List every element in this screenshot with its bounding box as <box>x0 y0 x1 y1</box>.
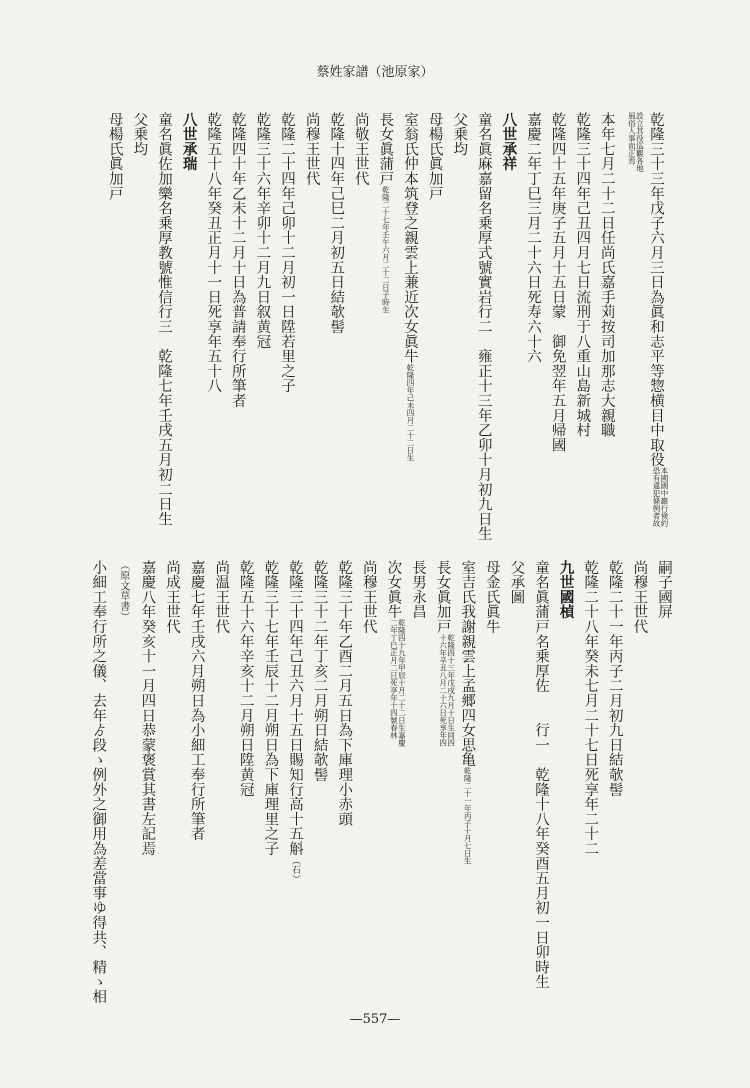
interlinear-note <box>439 634 455 747</box>
register-line <box>410 560 426 619</box>
note-line: 恐有違犯條例者故 <box>652 467 661 528</box>
register-line <box>90 560 106 1004</box>
register-line <box>656 560 672 619</box>
generation-heading <box>500 112 516 171</box>
register-line <box>508 560 524 604</box>
register-line <box>451 112 467 156</box>
register-line <box>599 112 615 438</box>
note-line: 二年丁巳正月二日死享年十四號春林 <box>389 619 399 740</box>
line-text: 尚敬王世代 <box>352 112 369 186</box>
register-line <box>213 560 229 634</box>
register-line <box>336 560 352 826</box>
register-line <box>377 112 393 314</box>
register-line <box>402 112 418 461</box>
note-line: 設立其役巡觀各地 <box>635 112 645 172</box>
line-text: 嘉慶七年壬戌六月朔日為小細工奉行所筆者 <box>188 560 205 842</box>
line-text: 尚穆王世代 <box>303 112 320 186</box>
note-line: 乾隆四十三年戊戌九月十日生同四 <box>446 634 456 747</box>
register-line <box>476 112 492 541</box>
line-text: 母楊氏眞加戸 <box>106 112 123 201</box>
interlinear-note <box>406 364 414 462</box>
register-line <box>304 112 320 186</box>
register-line <box>533 560 549 989</box>
register-line <box>607 560 623 797</box>
line-text: 乾隆三十四年己丑四月七日流刑于八重山島新城村 <box>574 112 591 438</box>
register-line <box>238 560 254 797</box>
register-line <box>279 112 295 393</box>
note-line: 乾隆四十九年甲辰十月二十二日生嘉慶 <box>397 619 407 747</box>
line-text: 八世承瑞 <box>180 112 198 172</box>
register-line <box>427 112 443 201</box>
line-text: 次女眞牛 <box>385 560 402 620</box>
register-line <box>230 112 246 408</box>
line-text: 乾隆四十年乙未十二月十日為普請奉行所筆者 <box>229 112 246 408</box>
line-text: 乾隆十四年己巳二月初五日結欹髻 <box>328 112 345 334</box>
register-line <box>164 560 180 634</box>
register-line <box>262 560 278 856</box>
interlinear-note <box>389 619 405 747</box>
note-line: 十六年辛丑八月二十六日死享年四 <box>438 634 448 747</box>
line-text: 父承圖 <box>508 560 525 605</box>
register-line <box>361 560 377 634</box>
interlinear-note <box>463 767 471 865</box>
note-line: 乾隆四年己未四月二十二日生 <box>406 363 415 462</box>
register-line <box>353 112 369 186</box>
line-text: 室吉氏我謝親雲上孟郷四女思亀 <box>459 560 476 768</box>
line-text: 童名眞麻嘉留名乗厚式號實岩行二 雍正十三年乙卯十月初九日生 <box>475 112 492 542</box>
line-text: 母楊氏眞加戸 <box>426 112 443 201</box>
line-text: 嗣子國屏 <box>656 560 672 620</box>
line-text: 長男永昌 <box>410 560 426 620</box>
line-text: 長女眞加戸 <box>434 560 451 634</box>
note-line: 乾隆二十七年壬午六月二十二日子時生 <box>381 186 391 314</box>
line-text: 童名眞蒲戸名乗厚佐 行一 乾隆十八年癸酉五月初一日卯時生 <box>533 560 549 990</box>
line-text: 尚穆王世代 <box>360 560 377 634</box>
register-line <box>254 112 270 349</box>
line-text: 乾隆五十八年癸丑正月十一日死享年五十八 <box>205 112 222 394</box>
line-text: 九世國楨 <box>557 560 575 620</box>
line-text: 本年七月二十二日任尚氏嘉手苅按司加那志大親職 <box>598 112 615 438</box>
register-line <box>115 560 131 622</box>
line-text: 嘉慶八年癸亥十一月四日恭蒙褒賞其書左記焉 <box>139 560 156 856</box>
line-text: 乾隆四十五年庚子五月十五日蒙 御免翌年五月帰國 <box>549 112 566 453</box>
line-text: 乾隆二十八年癸未七月二十七日死享年二十二 <box>582 560 599 856</box>
register-line <box>623 112 643 172</box>
line-text: （原文草書） <box>117 560 129 622</box>
register-line <box>385 560 405 747</box>
line-text: 尚成王世代 <box>164 560 180 634</box>
line-text: 八世承祥 <box>500 112 518 172</box>
line-text: 小細工奉行所之儀、去年ゟ段ゝ例外之御用為差當事ゆ得共、精ゝ相 <box>90 560 107 1004</box>
page-number: —557— <box>349 1012 401 1027</box>
register-line <box>525 112 541 364</box>
line-text: 室翁氏仲本筑登之親雲上兼近次女眞牛 <box>402 112 418 364</box>
register-line <box>328 112 344 334</box>
register-line <box>648 112 668 527</box>
register-line <box>156 112 172 526</box>
line-text: 乾隆三十七年壬辰十二月朔日為下庫理里之子 <box>262 560 279 856</box>
register-line <box>484 560 500 634</box>
line-text: 乾隆三十年乙酉二月五日為下庫理小赤頭 <box>336 560 353 827</box>
register-line <box>107 112 123 201</box>
line-text: 乾隆二十四年己卯十二月初一日陞若里之子 <box>279 112 295 394</box>
line-text: 乾隆二十一年丙子二月初九日結欹髻 <box>606 560 623 797</box>
line-text: 乾隆三十六年辛卯十二月九日叙黄冠 <box>254 112 271 349</box>
note-line: 風俗人事而正焉 <box>627 112 637 165</box>
note-line: 乾隆二十一年丙子十月七日生 <box>463 767 473 865</box>
interlinear-note <box>627 112 643 172</box>
note-line: 本國國中巖行倹約 <box>660 467 669 528</box>
line-text: 父乗均 <box>451 112 468 157</box>
interlinear-note <box>652 467 668 527</box>
register-line <box>582 560 598 856</box>
line-text: 乾隆五十六年辛亥十二月朔日陞黄冠 <box>237 560 254 797</box>
register-line <box>435 560 455 747</box>
line-text: 長女眞蒲戸 <box>377 112 394 186</box>
bracket-note: （石） <box>290 856 300 884</box>
register-line <box>631 560 647 634</box>
line-text: 母金氏眞牛 <box>483 560 500 634</box>
register-line <box>189 560 205 841</box>
register-line <box>550 112 566 452</box>
register-line <box>205 112 221 393</box>
register-line <box>287 560 303 884</box>
generation-heading <box>558 560 574 619</box>
register-line <box>131 112 147 156</box>
interlinear-note <box>381 186 389 314</box>
line-text: 父乗均 <box>131 112 148 157</box>
register-line <box>459 560 475 865</box>
line-text: 童名眞佐加樂名乗厚教號惟信行三 乾隆七年壬戌五月初二日生 <box>156 112 172 527</box>
register-line <box>312 560 328 782</box>
line-text: 乾隆三十四年己丑六月十五日賜知行高十五斛 <box>287 560 303 856</box>
register-line <box>139 560 155 856</box>
line-text: 尚温王世代 <box>213 560 230 634</box>
page-header: 蔡姓家譜（池原家） <box>316 65 434 80</box>
line-text: 乾隆三十三年戊子六月三日為眞和志平等惣横目中取役 <box>648 112 664 468</box>
line-text: 嘉慶二年丁巳三月二十六日死寿六十六 <box>525 112 541 364</box>
register-line <box>574 112 590 438</box>
line-text: 乾隆三十二年丁亥二月朔日結欹髻 <box>311 560 328 782</box>
line-text: 尚穆王世代 <box>631 560 648 634</box>
generation-heading <box>181 112 197 171</box>
